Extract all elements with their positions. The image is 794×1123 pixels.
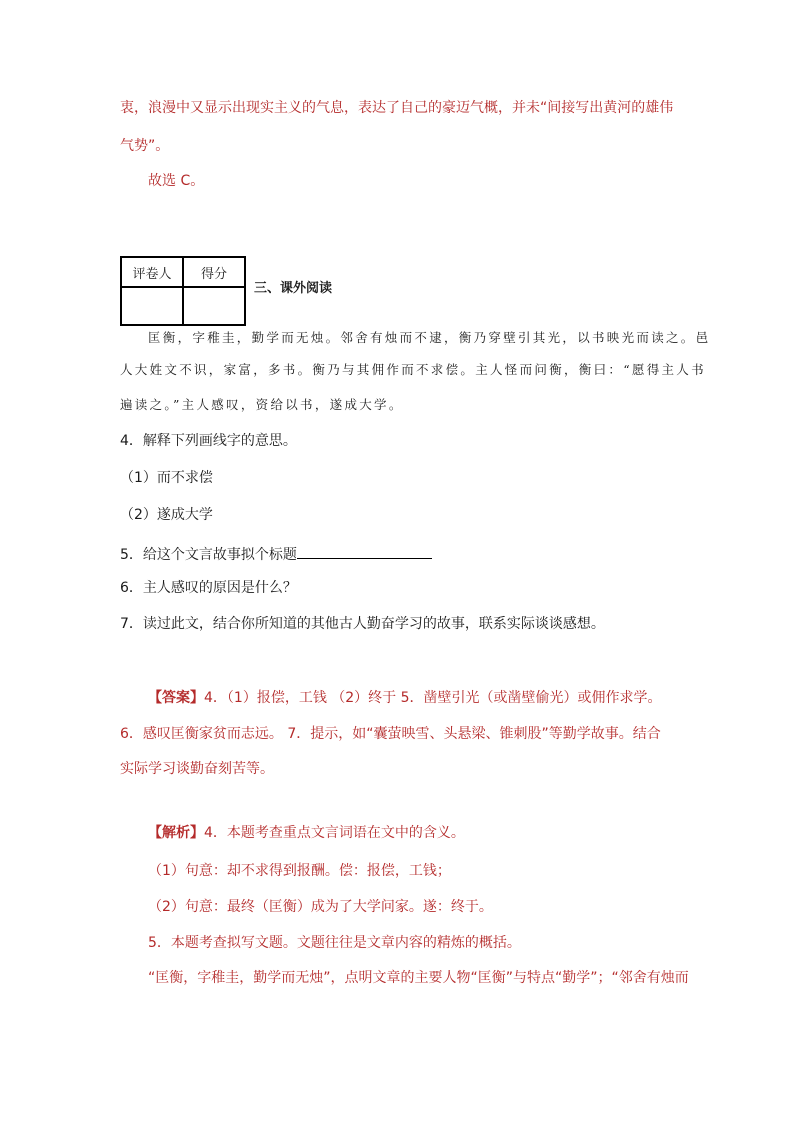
analysis-line: （2）句意：最终（匡衡）成为了大学问家。遂：终于。 [148, 899, 493, 915]
section-title: 三、课外阅读 [254, 281, 333, 296]
analysis-line [148, 823, 465, 843]
score-header: 得分 [183, 257, 245, 287]
analysis-text: 4．本题考查重点文言词语在文中的含义。 [204, 825, 465, 841]
analysis-line: （1）句意：却不求得到报酬。偿：报偿，工钱； [148, 863, 451, 879]
passage-line: 遍读之。”主人感叹，资给以书，遂成大学。 [120, 397, 404, 412]
score-table [120, 256, 246, 326]
grader-cell [121, 287, 183, 325]
question-5-text: 5．给这个文言故事拟个标题 [120, 547, 297, 563]
analysis-line: 5．本题考查拟写文题。文题往往是文章内容的精炼的概括。 [148, 935, 521, 951]
score-cell [183, 287, 245, 325]
grader-header: 评卷人 [121, 257, 183, 287]
passage-line: 人大姓文不识，家富，多书。衡乃与其佣作而不求偿。主人怪而问衡，衡曰：“愿得主人书 [120, 362, 706, 377]
answer-line [148, 688, 662, 708]
choice-conclusion: 故选 C。 [148, 173, 205, 189]
question-4-2: （2）遂成大学 [120, 507, 213, 523]
answer-text: 4．（1）报偿，工钱 （2）终于 5．凿壁引光（或凿壁偷光）或佣作求学。 [204, 690, 662, 706]
question-5 [120, 542, 432, 565]
answer-blank[interactable] [297, 542, 432, 559]
question-4-1: （1）而不求偿 [120, 470, 213, 486]
answer-text-line: 气势”。 [120, 138, 170, 154]
analysis-line: “匡衡，字稚圭，勤学而无烛”，点明文章的主要人物“匡衡”与特点“勤学”；“邻舍有烛而 [148, 970, 689, 986]
answer-tag: 【答案】 [148, 690, 204, 706]
answer-text-line: 衷，浪漫中又显示出现实主义的气息，表达了自己的豪迈气概，并未“间接写出黄河的雄伟 [120, 100, 674, 116]
answer-line: 实际学习谈勤奋刻苦等。 [120, 761, 274, 777]
question-4: 4．解释下列画线字的意思。 [120, 433, 297, 449]
passage-line: 匡衡，字稚圭，勤学而无烛。邻舍有烛而不逮，衡乃穿壁引其光，以书映光而读之。邑 [148, 330, 711, 345]
question-7: 7．读过此文，结合你所知道的其他古人勤奋学习的故事，联系实际谈谈感想。 [120, 616, 605, 632]
answer-line: 6．感叹匡衡家贫而志远。 7．提示，如“囊萤映雪、头悬梁、锥刺股”等勤学故事。结合 [120, 726, 661, 742]
analysis-tag: 【解析】 [148, 825, 204, 841]
question-6: 6．主人感叹的原因是什么？ [120, 580, 297, 596]
